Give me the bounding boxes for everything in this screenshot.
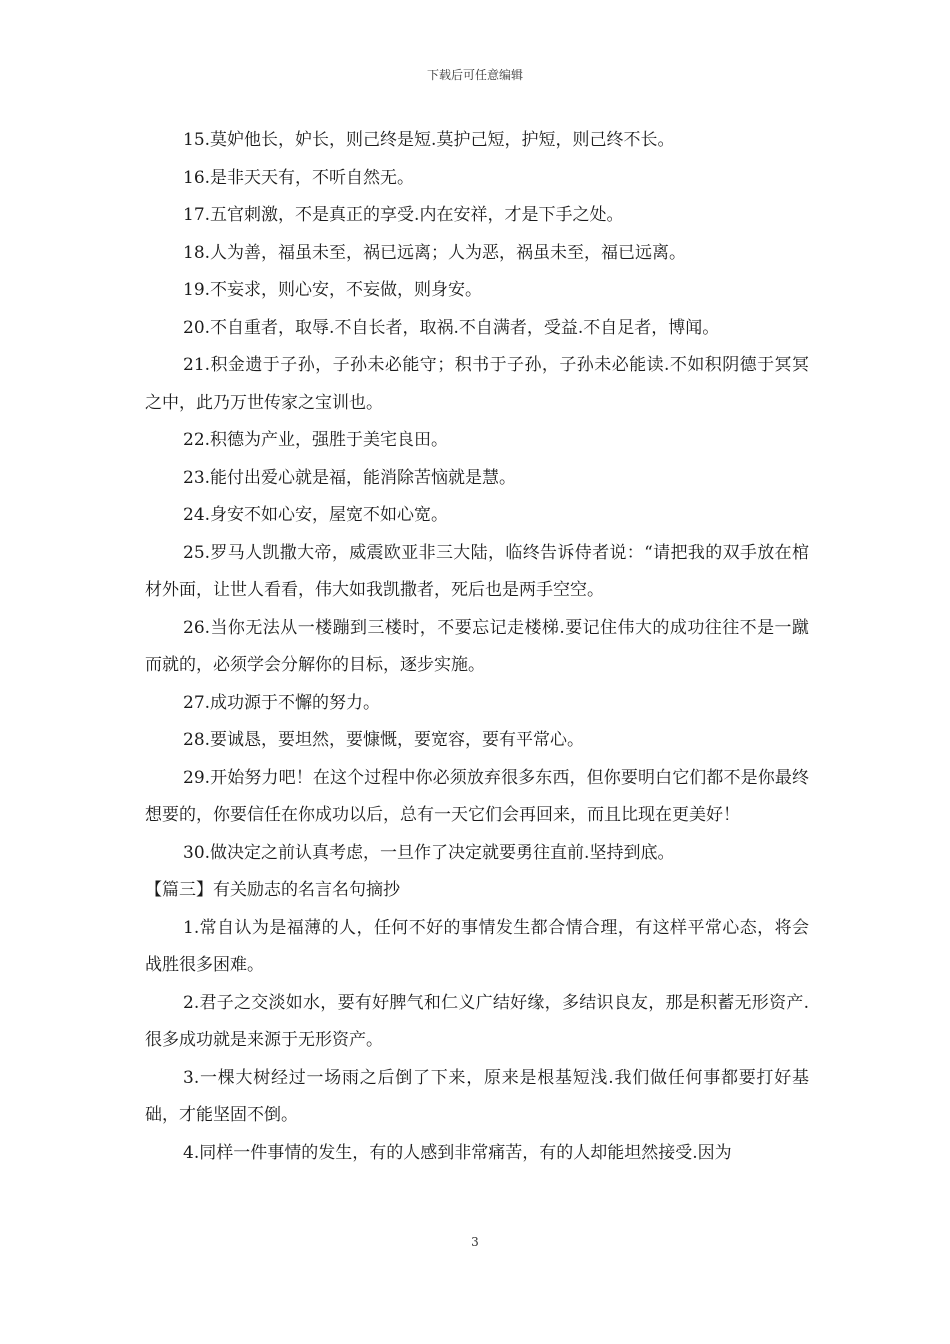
page-number: 3 [471, 1235, 479, 1249]
paragraph: 22.积德为产业，强胜于美宅良田。 [183, 430, 449, 450]
paragraph: 27.成功源于不懈的努力。 [183, 692, 381, 713]
paragraph: 1.常自认为是福薄的人，任何不好的事情发生都合情合理，有这样平常心态，将会战胜很多困难。 [145, 917, 809, 975]
paragraph: 19.不妄求，则心安，不妄做，则身安。 [183, 280, 483, 300]
paragraph: 29.开始努力吧！在这个过程中你必须放弃很多东西，但你要明白它们都不是你最终想要的，你要信任在你成功以后，总有一天它们会再回来，而且比现在更美好！ [145, 767, 809, 825]
section-heading: 【篇三】有关励志的名言名句摘抄 [145, 880, 400, 900]
page-header: 下载后可任意编辑 [426, 68, 523, 82]
paragraph: 17.五官刺激，不是真正的享受.内在安祥，才是下手之处。 [183, 205, 624, 225]
paragraph: 15.莫妒他长，妒长，则己终是短.莫护己短，护短，则己终不长。 [183, 130, 675, 150]
paragraph: 28.要诚恳，要坦然，要慷慨，要宽容，要有平常心。 [183, 730, 585, 750]
paragraph: 16.是非天天有，不听自然无。 [183, 167, 415, 188]
document-body [145, 122, 809, 1172]
paragraph: 20.不自重者，取辱.不自长者，取祸.不自满者，受益.不自足者，博闻。 [183, 317, 720, 338]
paragraph: 25.罗马人凯撒大帝，威震欧亚非三大陆，临终告诉侍者说：“请把我的双手放在棺材外面，让世人看看，伟大如我凯撒者，死后也是两手空空。 [145, 542, 809, 600]
paragraph: 23.能付出爱心就是福，能消除苦恼就是慧。 [183, 467, 517, 488]
paragraph: 21.积金遗于子孙，子孙未必能守；积书于子孙，子孙未必能读.不如积阴德于冥冥之中，此乃万世传家之宝训也。 [145, 355, 809, 413]
paragraph: 2.君子之交淡如水，要有好脾气和仁义广结好缘，多结识良友，那是积蓄无形资产.很多成功就是来源于无形资产。 [145, 992, 809, 1050]
paragraph: 18.人为善，福虽未至，祸已远离；人为恶，祸虽未至，福已远离。 [183, 242, 687, 263]
paragraph: 3.一棵大树经过一场雨之后倒了下来，原来是根基短浅.我们做任何事都要打好基础，才能坚固不倒。 [145, 1067, 809, 1125]
paragraph: 26.当你无法从一楼蹦到三楼时，不要忘记走楼梯.要记住伟大的成功往往不是一蹴而就的，必须学会分解你的目标，逐步实施。 [145, 617, 809, 675]
paragraph: 30.做决定之前认真考虑，一旦作了决定就要勇往直前.坚持到底。 [183, 842, 675, 863]
paragraph: 4.同样一件事情的发生，有的人感到非常痛苦，有的人却能坦然接受.因为 [183, 1142, 732, 1163]
paragraph: 24.身安不如心安，屋宽不如心宽。 [183, 505, 449, 525]
